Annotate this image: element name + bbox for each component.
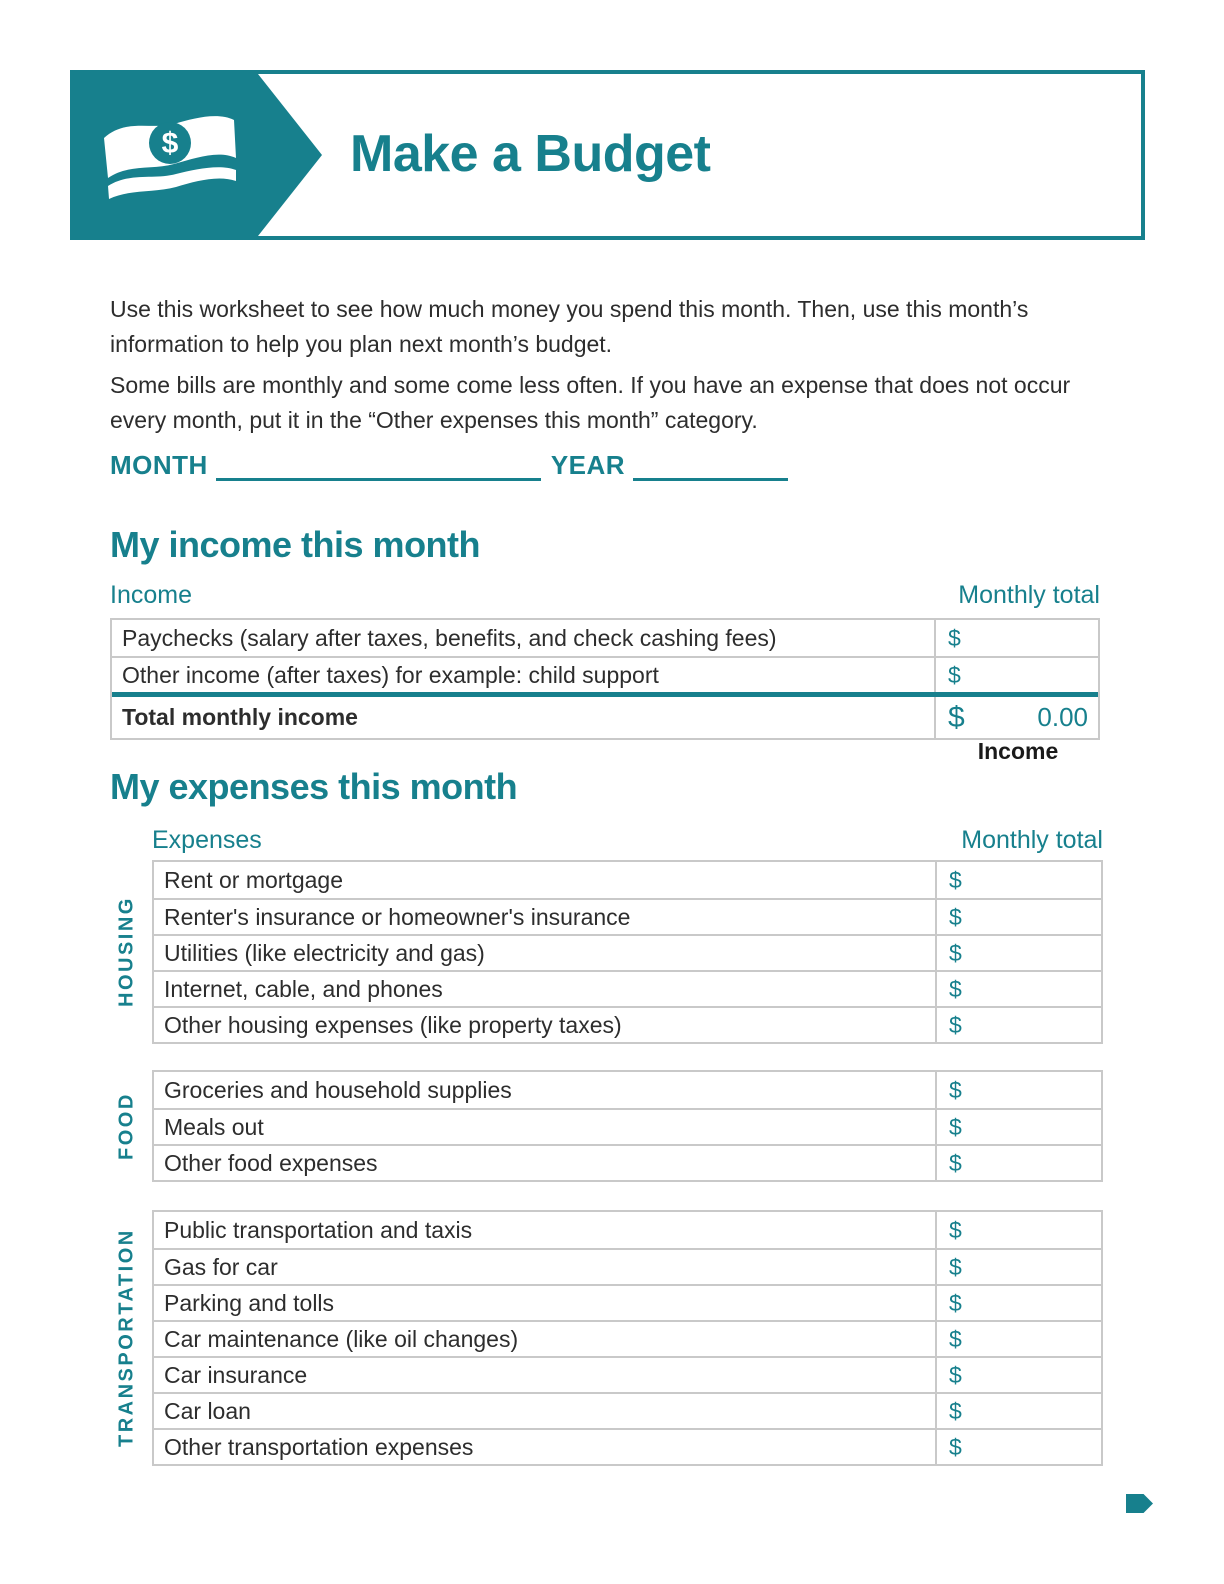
table-row [154,970,1101,1006]
expenses-column-label: Expenses [152,826,262,854]
dollar-sign: $ [949,975,962,1002]
expense-row-label: Public transportation and taxis [164,1216,473,1243]
expense-group-transportation [115,1210,1103,1466]
year-label: YEAR [550,450,626,480]
dollar-sign: $ [948,624,961,651]
month-blank-field[interactable] [216,478,541,481]
dollar-sign: $ [949,1113,962,1140]
intro-paragraph-1: Use this worksheet to see how much money you spend this month. Then, use this month’s information to help you plan next month’s budget. [110,296,1029,357]
income-table-header [110,581,1100,610]
expense-row-label: Renter's insurance or homeowner's insurance [164,903,631,930]
table-row [154,1392,1101,1428]
table-row [154,898,1101,934]
expense-row-label: Gas for car [164,1253,278,1280]
table-row [154,1320,1101,1356]
income-row-label: Paychecks (salary after taxes, benefits, and check cashing fees) [122,624,777,651]
expense-group-housing [115,860,1103,1044]
expense-row-label: Car maintenance (like oil changes) [164,1325,519,1352]
expense-row-label: Internet, cable, and phones [164,975,443,1002]
transportation-group-label: TRANSPORTATION [115,1228,138,1448]
expenses-monthly-total-column-label: Monthly total [961,826,1103,854]
dollar-sign: $ [949,903,962,930]
food-group-label: FOOD [115,1092,138,1160]
table-row [154,1006,1101,1042]
expense-amount-field[interactable] [935,1110,1101,1144]
expense-row-label: Utilities (like electricity and gas) [164,939,485,966]
year-blank-field[interactable] [633,478,788,481]
expense-amount-field[interactable] [935,1146,1101,1180]
expense-row-label: Car insurance [164,1361,308,1388]
expense-amount-field[interactable] [935,900,1101,934]
income-section-heading: My income this month [110,524,481,565]
expense-row-label: Other food expenses [164,1149,378,1176]
dollar-sign: $ [949,1325,962,1352]
month-label: MONTH [110,450,208,480]
transportation-table [152,1210,1103,1466]
income-total-value: 0.00 [1037,702,1088,732]
header-banner [70,70,1145,240]
income-total-label: Total monthly income [122,704,358,730]
expense-row-label: Meals out [164,1113,264,1140]
income-row-label: Other income (after taxes) for example: child support [122,661,659,688]
expense-row-label: Rent or mortgage [164,866,343,893]
dollar-sign: $ [949,1076,962,1103]
dollar-sign: $ [949,1361,962,1388]
expense-amount-field[interactable] [935,1394,1101,1428]
expense-row-label: Other housing expenses (like property taxes) [164,1011,622,1038]
expenses-section-heading: My expenses this month [110,766,518,807]
table-row [154,1284,1101,1320]
expense-amount-field[interactable] [935,1358,1101,1392]
food-table [152,1070,1103,1182]
expense-row-label: Car loan [164,1397,251,1424]
expense-amount-field[interactable] [935,972,1101,1006]
expense-amount-field[interactable] [935,1250,1101,1284]
table-row [154,1072,1101,1108]
expense-amount-field[interactable] [935,1286,1101,1320]
table-row [154,1108,1101,1144]
table-row [154,1248,1101,1284]
income-monthly-total-column-label: Monthly total [958,581,1100,609]
income-column-label: Income [110,581,192,609]
dollar-sign: $ [949,939,962,966]
housing-group-label: HOUSING [115,896,138,1008]
expense-row-label: Other transportation expenses [164,1433,474,1460]
dollar-sign: $ [949,1289,962,1316]
page-title: Make a Budget [350,124,711,183]
expense-amount-field[interactable] [935,1008,1101,1042]
dollar-sign: $ [949,1216,962,1243]
page-continue-arrow-icon [1126,1494,1153,1513]
expense-amount-field[interactable] [935,1072,1101,1108]
table-row [154,1212,1101,1248]
banner-arrow-shape [74,74,322,236]
dollar-sign: $ [949,1253,962,1280]
table-row [154,862,1101,898]
income-amount-field[interactable] [934,658,1098,692]
table-row [154,1428,1101,1464]
expense-amount-field[interactable] [935,1430,1101,1464]
table-row [154,1144,1101,1180]
income-row-paychecks [112,620,1098,656]
money-bill-icon [96,106,244,206]
dollar-sign: $ [948,700,965,734]
income-table [110,618,1100,740]
expense-amount-field[interactable] [935,1212,1101,1248]
dollar-sign: $ [949,1397,962,1424]
expense-row-label: Parking and tolls [164,1289,335,1316]
expense-amount-field[interactable] [935,862,1101,898]
expense-amount-field[interactable] [935,1322,1101,1356]
svg-text:$: $ [161,127,179,160]
month-year-row [110,452,788,481]
table-row [154,1356,1101,1392]
income-caption: Income [977,738,1059,764]
income-total-amount [934,697,1098,738]
expense-row-label: Groceries and household supplies [164,1076,512,1103]
expense-amount-field[interactable] [935,936,1101,970]
intro-paragraph-2: Some bills are monthly and some come less often. If you have an expense that does not occur every month, put it in the “Other expenses this month” category. [110,372,1071,433]
income-row-other-income [112,656,1098,692]
expense-group-food [115,1070,1103,1182]
income-caption-row [110,738,1100,765]
housing-table [152,860,1103,1044]
income-amount-field[interactable] [934,620,1098,656]
dollar-sign: $ [948,661,961,688]
dollar-sign: $ [949,1433,962,1460]
dollar-sign: $ [949,1011,962,1038]
table-row [154,934,1101,970]
expenses-table-header [152,826,1103,855]
dollar-sign: $ [949,1149,962,1176]
dollar-sign: $ [949,866,962,893]
income-total-row [112,692,1098,738]
